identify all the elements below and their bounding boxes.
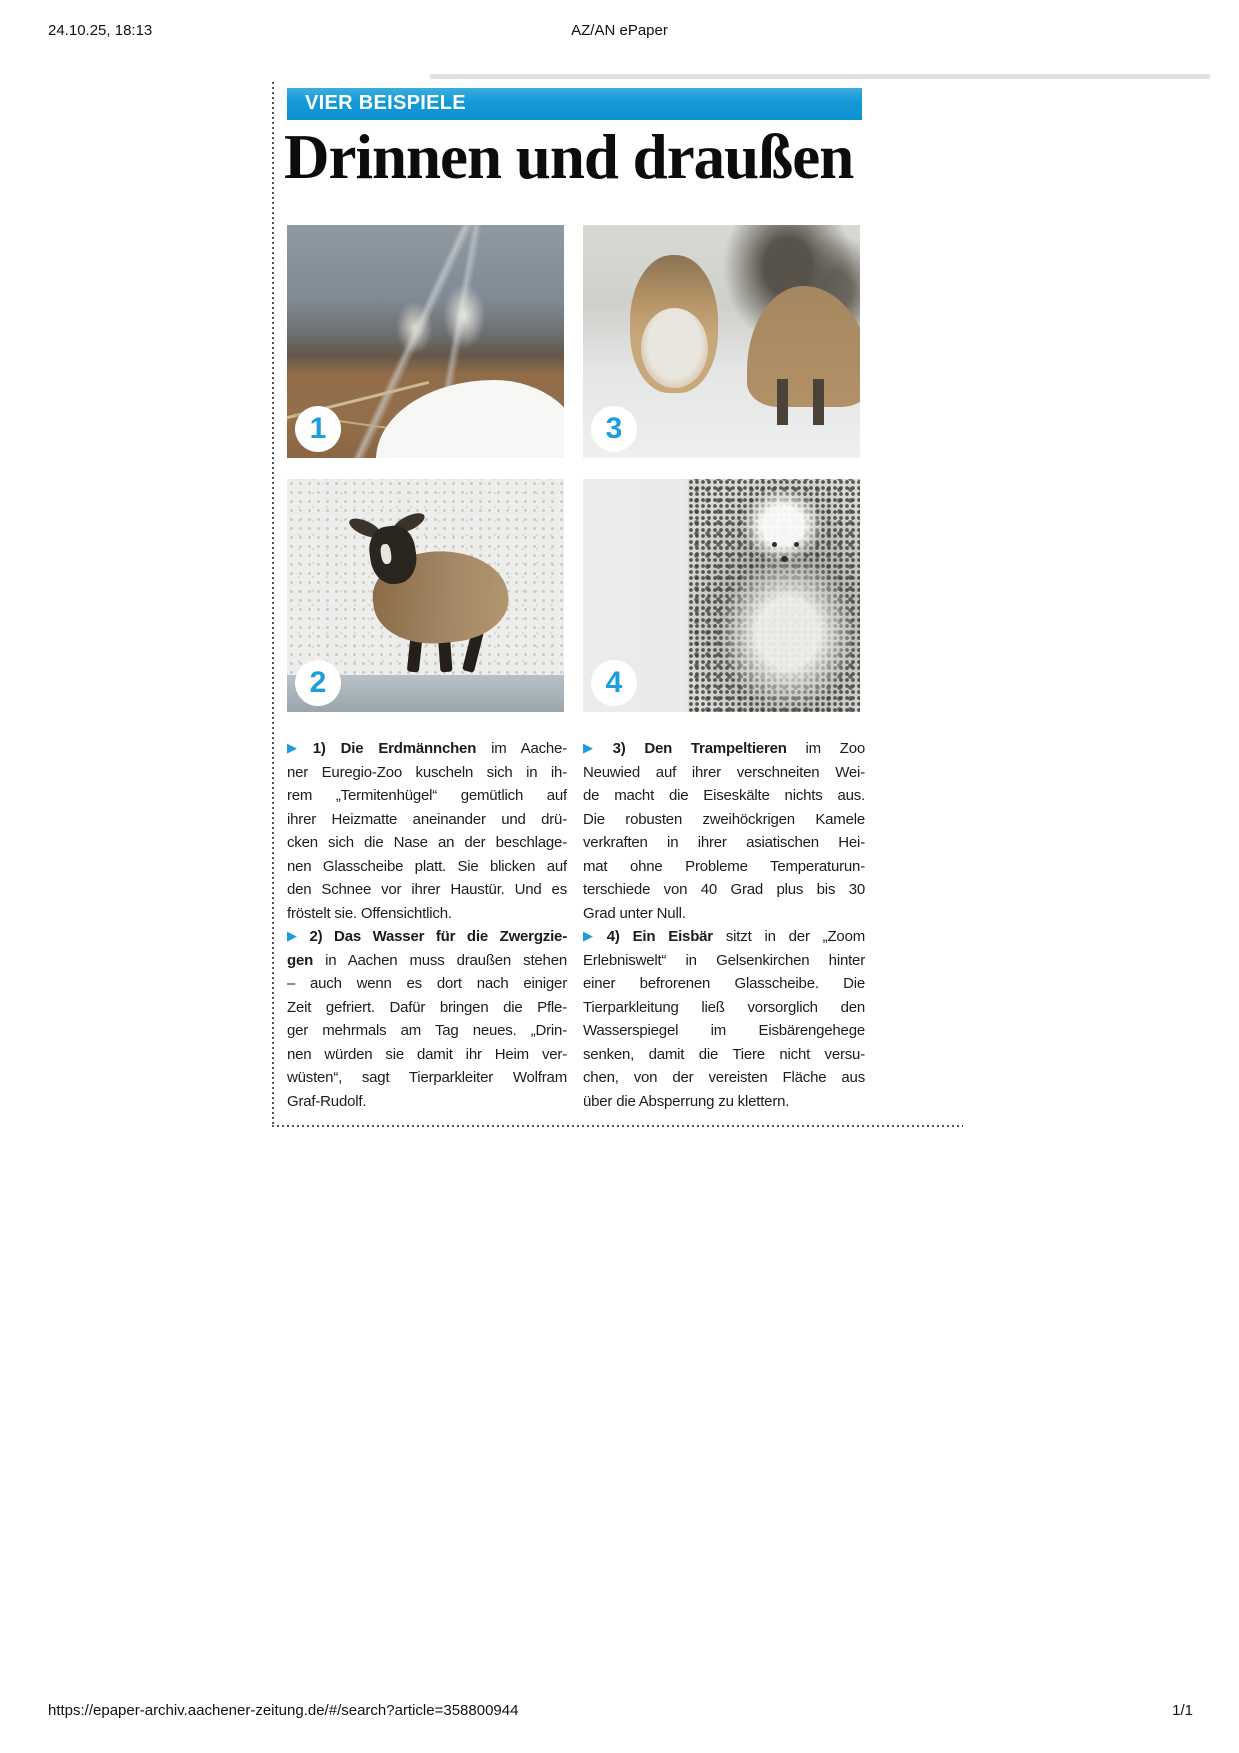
text-line: nen Glasscheibe platt. Sie blicken auf xyxy=(287,857,567,875)
text-line: ▶ 1) Die Erdmännchen im Aache- xyxy=(287,740,567,757)
photo-number-badge xyxy=(295,406,341,452)
text-line: Tierparkleitung ließ vorsorglich den xyxy=(583,998,865,1016)
photo-goat-in-snow xyxy=(287,479,564,712)
article-column-left xyxy=(287,737,567,1113)
text-line: ger mehrmals am Tag neues. „Drin- xyxy=(287,1022,567,1039)
snow-patch xyxy=(376,380,564,458)
text-line: mat ohne Probleme Temperaturun- xyxy=(583,857,865,875)
photo-polar-bear-frosted-glass xyxy=(583,479,860,712)
text-line: den Schnee vor ihrer Haustür. Und es xyxy=(287,881,567,898)
photo-number-badge xyxy=(295,660,341,706)
text-line: Die robusten zweihöckrigen Kamele xyxy=(583,810,865,828)
text-line: ▶ 4) Ein Eisbär sitzt in der „Zoom xyxy=(583,928,865,945)
text-line: rem „Termitenhügel“ gemütlich auf xyxy=(287,787,567,804)
text-line: Wasserspiegel im Eisbärengehege xyxy=(583,1022,865,1039)
camel-body xyxy=(747,286,860,407)
clip-border-left xyxy=(272,82,274,1127)
text-line: gen in Aachen muss draußen stehen xyxy=(287,951,567,969)
text-line: terschiede von 40 Grad plus bis 30 xyxy=(583,881,865,898)
badge-number: 2 xyxy=(309,666,327,699)
epaper-title: AZ/AN ePaper xyxy=(571,22,668,39)
triangle-bullet-icon: ▶ xyxy=(583,928,602,943)
header-datetime: 24.10.25, 18:13 xyxy=(48,22,153,39)
camel-head xyxy=(630,255,718,393)
photo-number-badge xyxy=(591,406,637,452)
text-line: ner Euregio-Zoo kuscheln sich in ih- xyxy=(287,763,567,781)
text-line: chen, von der vereisten Fläche aus xyxy=(583,1069,865,1086)
kicker-label: VIER BEISPIELE xyxy=(305,92,466,114)
triangle-bullet-icon: ▶ xyxy=(287,740,308,755)
photo-meerkats-fogged-glass xyxy=(287,225,564,458)
article-column-right xyxy=(583,737,865,1113)
triangle-bullet-icon: ▶ xyxy=(287,928,305,943)
text-line: über die Absperrung zu klettern. xyxy=(583,1092,790,1110)
photo-camels-in-snow xyxy=(583,225,860,458)
text-line: ▶ 2) Das Wasser für die Zwergzie- xyxy=(287,928,567,945)
camel-leg xyxy=(777,379,788,425)
text-line: nen würden sie damit ihr Heim ver- xyxy=(287,1045,567,1063)
camel-leg xyxy=(813,379,824,425)
text-line: cken sich die Nase an der beschlage- xyxy=(287,834,567,851)
page-indicator: 1/1 xyxy=(1172,1702,1193,1719)
text-line: Neuwied auf ihrer verschneiten Wei- xyxy=(583,763,865,781)
text-line: einer befrorenen Glasscheibe. Die xyxy=(583,975,865,992)
text-line: verkraften in ihrer asiatischen Hei- xyxy=(583,834,865,851)
text-line: ihrer Heizmatte aneinander und drü- xyxy=(287,810,567,828)
bear-eye xyxy=(772,542,777,547)
clip-border-bottom xyxy=(272,1125,963,1127)
text-line: Graf-Rudolf. xyxy=(287,1092,367,1110)
text-line: Zeit gefriert. Dafür bringen die Pfle- xyxy=(287,998,567,1016)
photo-number-badge xyxy=(591,660,637,706)
page-edge-line xyxy=(430,74,1210,79)
article-headline: Drinnen und draußen xyxy=(284,122,854,192)
kicker-banner xyxy=(287,88,862,120)
text-line: Grad unter Null. xyxy=(583,904,686,922)
frost-texture xyxy=(688,479,860,712)
text-line: de macht die Eiseskälte nichts aus. xyxy=(583,787,865,804)
bear-eye xyxy=(794,542,799,547)
text-line: senken, damit die Tiere nicht versu- xyxy=(583,1045,865,1063)
text-line: ▶ 3) Den Trampeltieren im Zoo xyxy=(583,740,865,757)
bear-nose xyxy=(781,556,788,562)
badge-number: 1 xyxy=(309,412,327,445)
text-line: fröstelt sie. Offensichtlich. xyxy=(287,904,452,922)
badge-number: 4 xyxy=(605,666,623,699)
text-line: – auch wenn es dort nach einiger xyxy=(287,975,567,992)
badge-number: 3 xyxy=(605,412,623,445)
footer-url: https://epaper-archiv.aachener-zeitung.de/#/search?article=358800944 xyxy=(48,1702,519,1719)
text-line: Erlebniswelt“ in Gelsenkirchen hinter xyxy=(583,951,865,969)
triangle-bullet-icon: ▶ xyxy=(583,740,608,755)
text-line: wüsten“, sagt Tierparkleiter Wolfram xyxy=(287,1069,567,1086)
